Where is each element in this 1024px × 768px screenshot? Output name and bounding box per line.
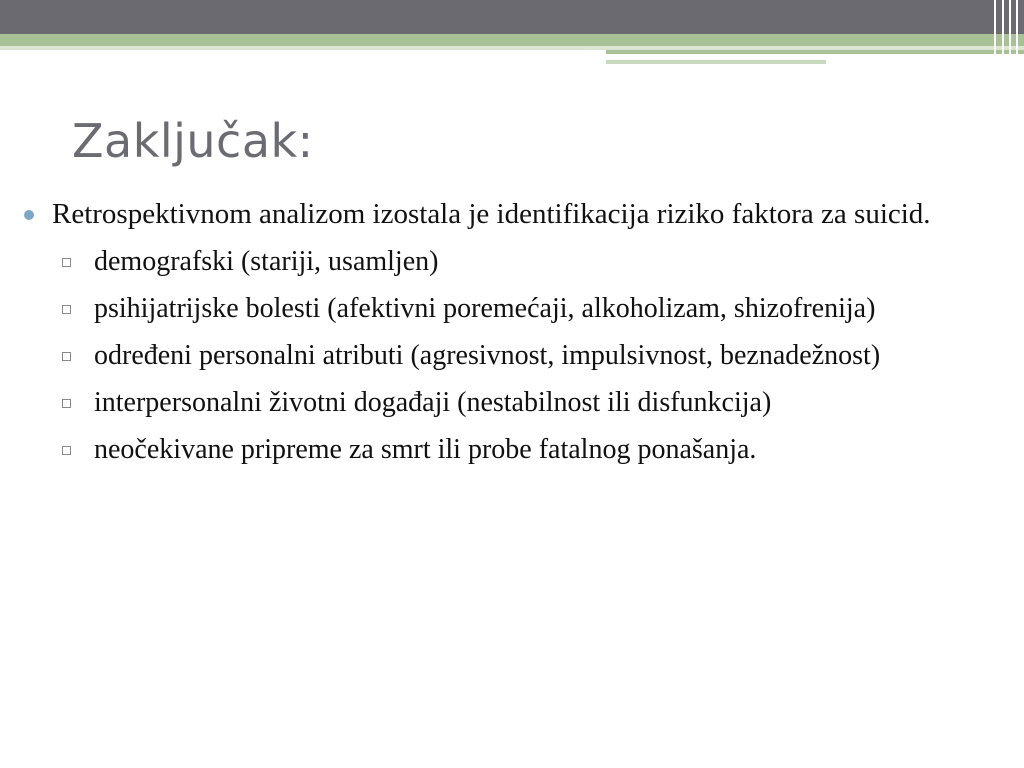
header-dark-band (0, 0, 1024, 34)
header-white-gap (606, 64, 826, 70)
slide-body (20, 198, 1010, 474)
sub-point-text: demografski (stariji, usamljen) (94, 246, 439, 277)
sub-point-item (20, 239, 1010, 284)
sub-point-text: određeni personalni atributi (agresivnost, impulsivnost, beznadežnost) (94, 340, 881, 371)
slide-title: Zaključak: (72, 114, 314, 168)
filled-circle-bullet-icon (24, 210, 34, 220)
header-vertical-line (994, 0, 996, 70)
header-vertical-line (1002, 0, 1004, 70)
sub-point-text: psihijatrijske bolesti (afektivni poremećaji, alkoholizam, shizofrenija) (94, 293, 876, 324)
hollow-square-bullet-icon (62, 446, 71, 455)
hollow-square-bullet-icon (62, 399, 71, 408)
header-vertical-line (1009, 0, 1011, 70)
main-point (20, 198, 1010, 231)
header-vertical-line (1016, 0, 1018, 70)
sub-point-item (20, 380, 1010, 425)
sub-point-item (20, 286, 1010, 331)
hollow-square-bullet-icon (62, 258, 71, 267)
hollow-square-bullet-icon (62, 352, 71, 361)
main-point-text: Retrospektivnom analizom izostala je identifikacija riziko faktora za suicid. (52, 198, 931, 230)
sub-point-item (20, 333, 1010, 378)
sub-point-list (20, 239, 1010, 472)
sub-point-text: neočekivane pripreme za smrt ili probe fatalnog ponašanja. (94, 434, 757, 465)
sub-point-item (20, 427, 1010, 472)
header-thin-line (606, 58, 946, 60)
header-green-band (0, 34, 1024, 46)
hollow-square-bullet-icon (62, 305, 71, 314)
sub-point-text: interpersonalni životni događaji (nestabilnost ili disfunkcija) (94, 387, 772, 418)
